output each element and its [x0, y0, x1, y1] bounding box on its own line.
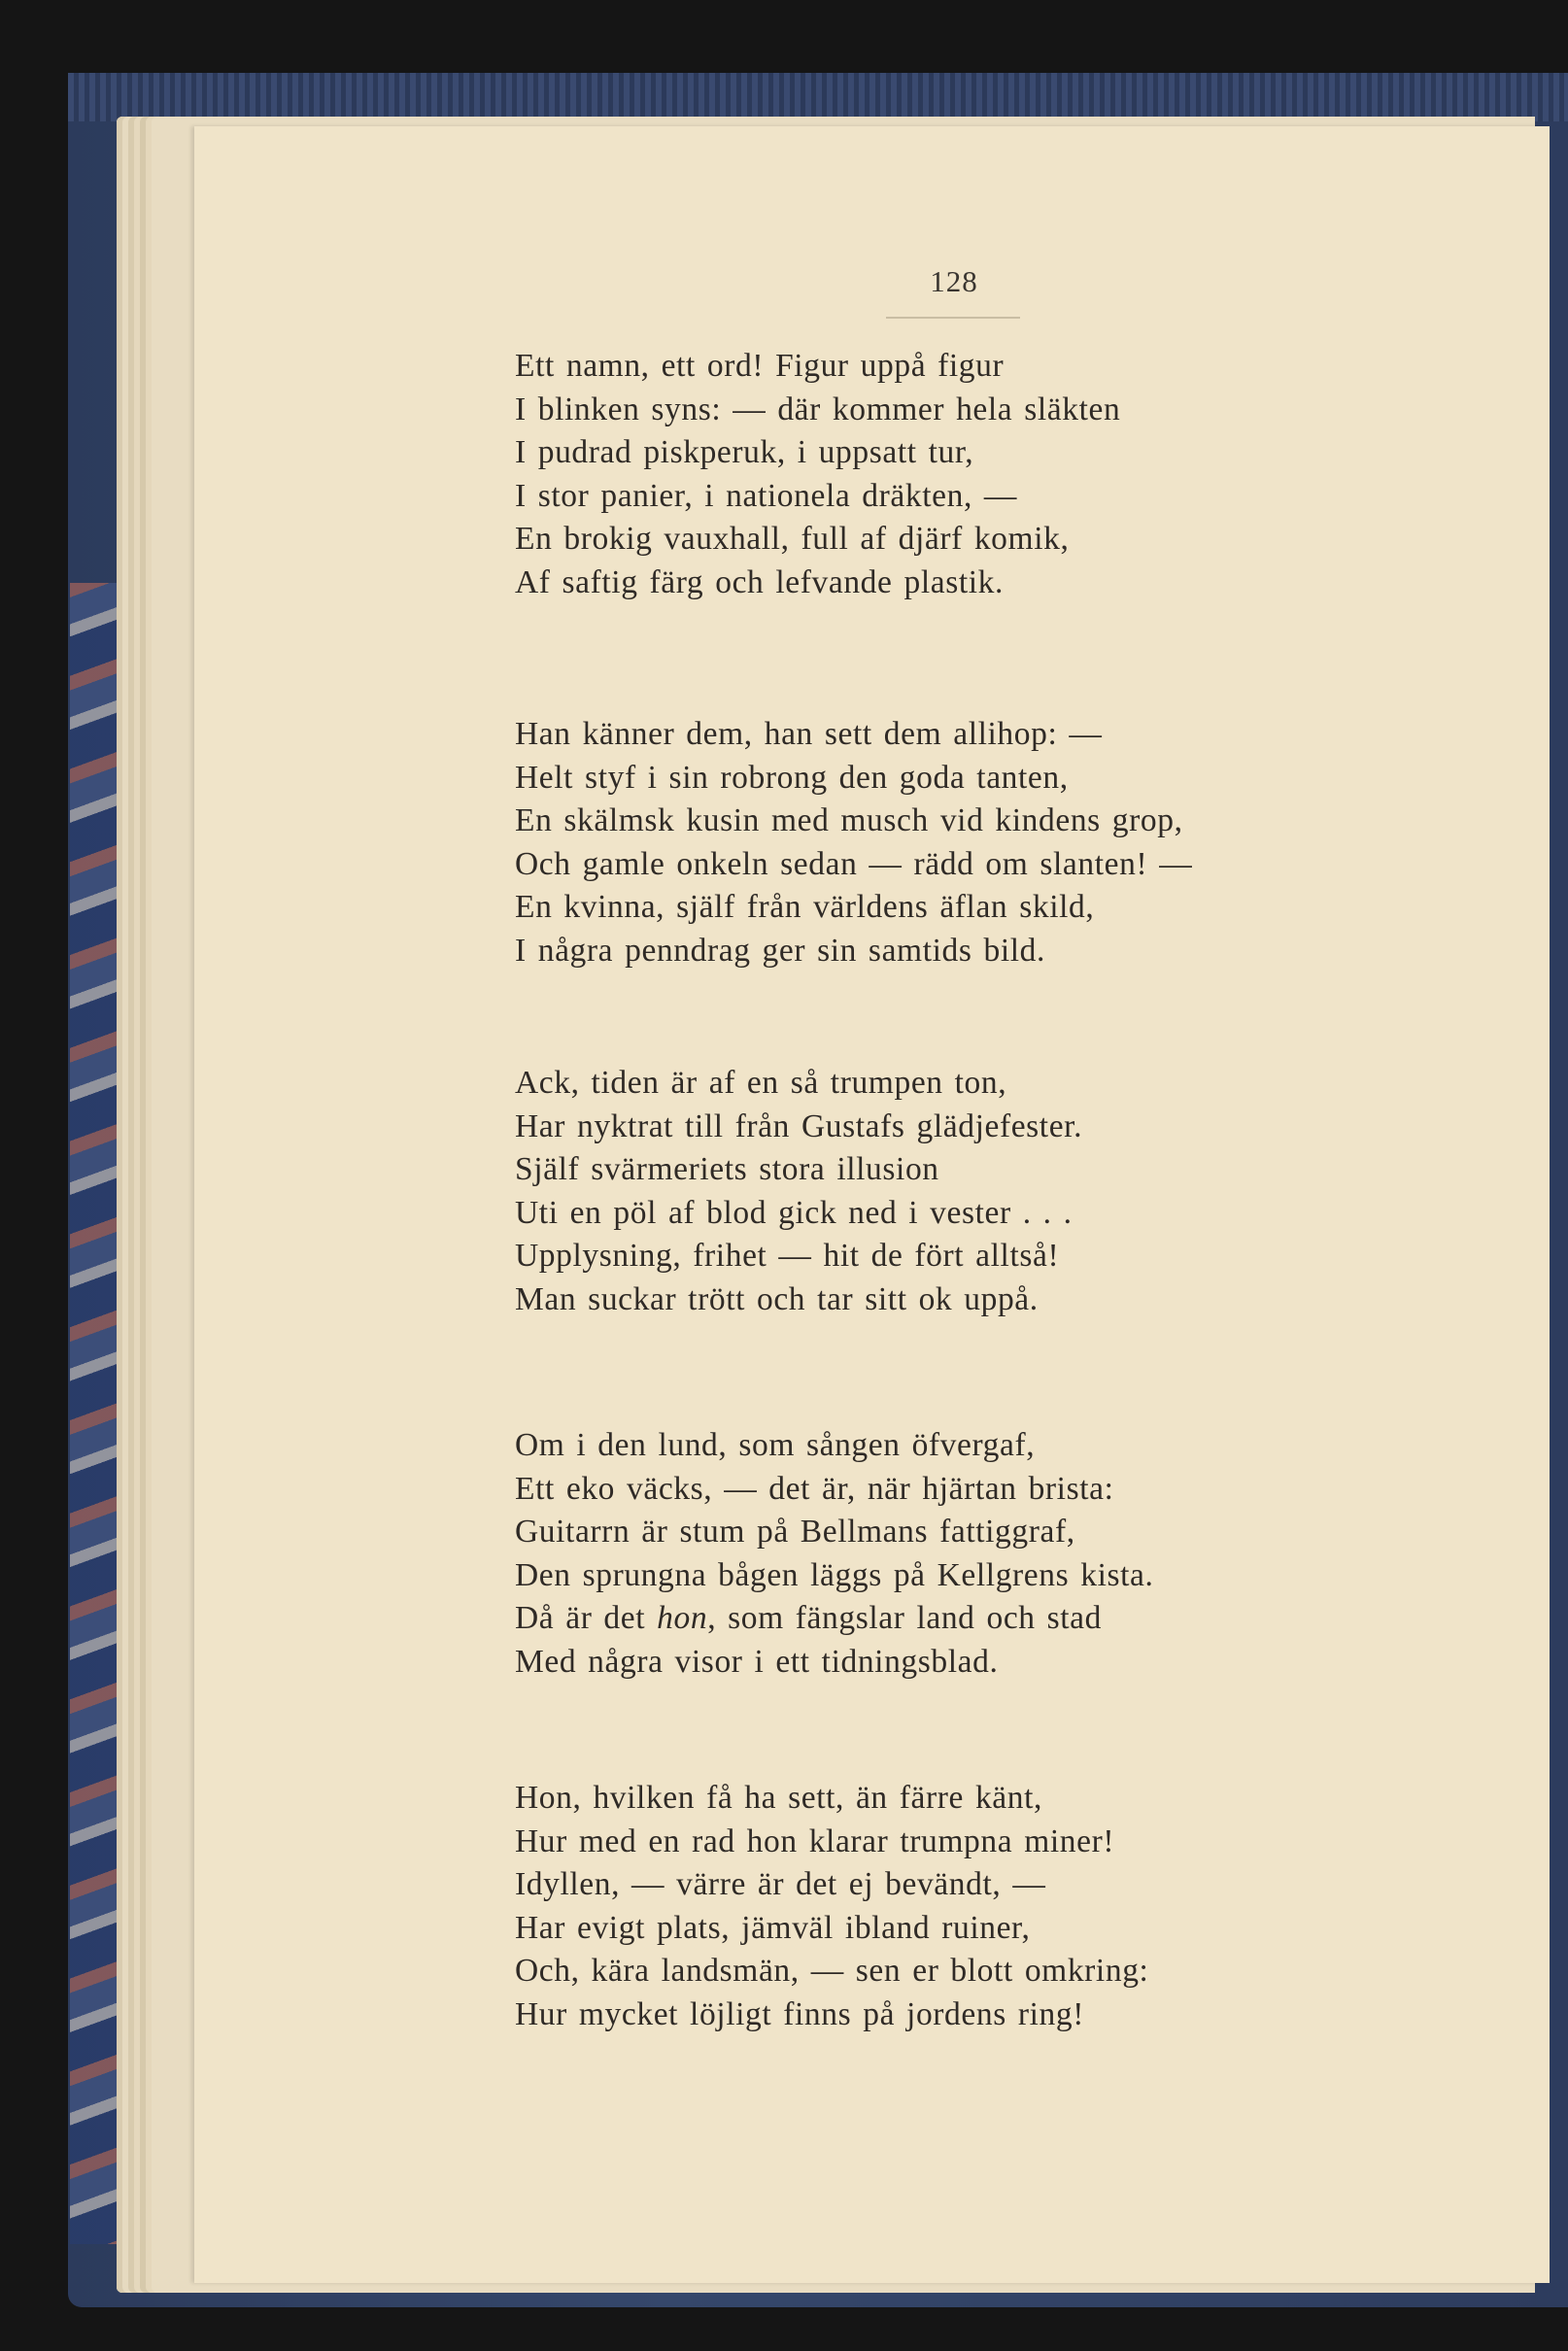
verse-line: Guitarrn är stum på Bellmans fattiggraf, [515, 1514, 1075, 1550]
stanza-5 [515, 1777, 1148, 2036]
verse-line: Med några visor i ett tidningsblad. [515, 1643, 999, 1680]
verse-text: Då är det [515, 1600, 658, 1636]
stanza-2 [515, 713, 1192, 972]
verse-line: En kvinna, själf från världens äflan skild, [515, 889, 1095, 925]
book-cover-top-edge [68, 73, 1568, 121]
verse-line: Helt styf i sin robrong den goda tanten, [515, 759, 1069, 796]
verse-line-with-emphasis [515, 1597, 1153, 1641]
verse-line: Har evigt plats, jämväl ibland ruiner, [515, 1909, 1031, 1946]
verse-text: , som fängslar land och stad [707, 1600, 1102, 1636]
verse-line: Ett namn, ett ord! Figur uppå figur [515, 348, 1005, 384]
verse-line: Uti en pöl af blod gick ned i vester . . . [515, 1194, 1073, 1231]
stanza-1 [515, 345, 1120, 604]
emphasized-word: hon [657, 1600, 708, 1636]
verse-line: Han känner dem, han sett dem allihop: — [515, 716, 1103, 752]
page-number: 128 [930, 264, 978, 298]
verse-line: Upplysning, frihet — hit de fört alltså! [515, 1238, 1060, 1274]
verse-line: Hon, hvilken få ha sett, än färre känt, [515, 1780, 1042, 1816]
verse-line: En skälmsk kusin med musch vid kindens grop, [515, 802, 1183, 838]
verse-line: Själf svärmeriets stora illusion [515, 1151, 939, 1187]
verse-line: Hur mycket löjligt finns på jordens ring! [515, 1995, 1084, 2032]
verse-line: Af saftig färg och lefvande plastik. [515, 563, 1004, 600]
verse-line: Har nyktrat till från Gustafs glädjefester. [515, 1107, 1083, 1144]
verse-line: Ack, tiden är af en så trumpen ton, [515, 1065, 1007, 1101]
stanza-4 [515, 1424, 1153, 1684]
verse-line: Hur med en rad hon klarar trumpna miner! [515, 1823, 1115, 1859]
verse-line: I blinken syns: — där kommer hela släkten [515, 391, 1121, 427]
verse-line: I stor panier, i nationela dräkten, — [515, 477, 1018, 514]
stanza-3 [515, 1062, 1082, 1321]
verse-line: Idyllen, — värre är det ej bevändt, — [515, 1866, 1046, 1902]
verse-line: Om i den lund, som sången öfvergaf, [515, 1427, 1036, 1463]
verse-line: En brokig vauxhall, full af djärf komik, [515, 521, 1070, 557]
verse-line: Och, kära landsmän, — sen er blott omkring: [515, 1953, 1149, 1989]
verse-line: Och gamle onkeln sedan — rädd om slanten! — [515, 845, 1193, 882]
verse-line: Ett eko väcks, — det är, när hjärtan brista: [515, 1470, 1114, 1507]
verse-line: Den sprungna bågen läggs på Kellgrens kista. [515, 1556, 1154, 1593]
verse-line: Man suckar trött och tar sitt ok uppå. [515, 1280, 1039, 1317]
verse-line: I pudrad piskperuk, i uppsatt tur, [515, 434, 974, 470]
verse-line: I några penndrag ger sin samtids bild. [515, 932, 1045, 969]
page-number-rule [886, 317, 1020, 319]
